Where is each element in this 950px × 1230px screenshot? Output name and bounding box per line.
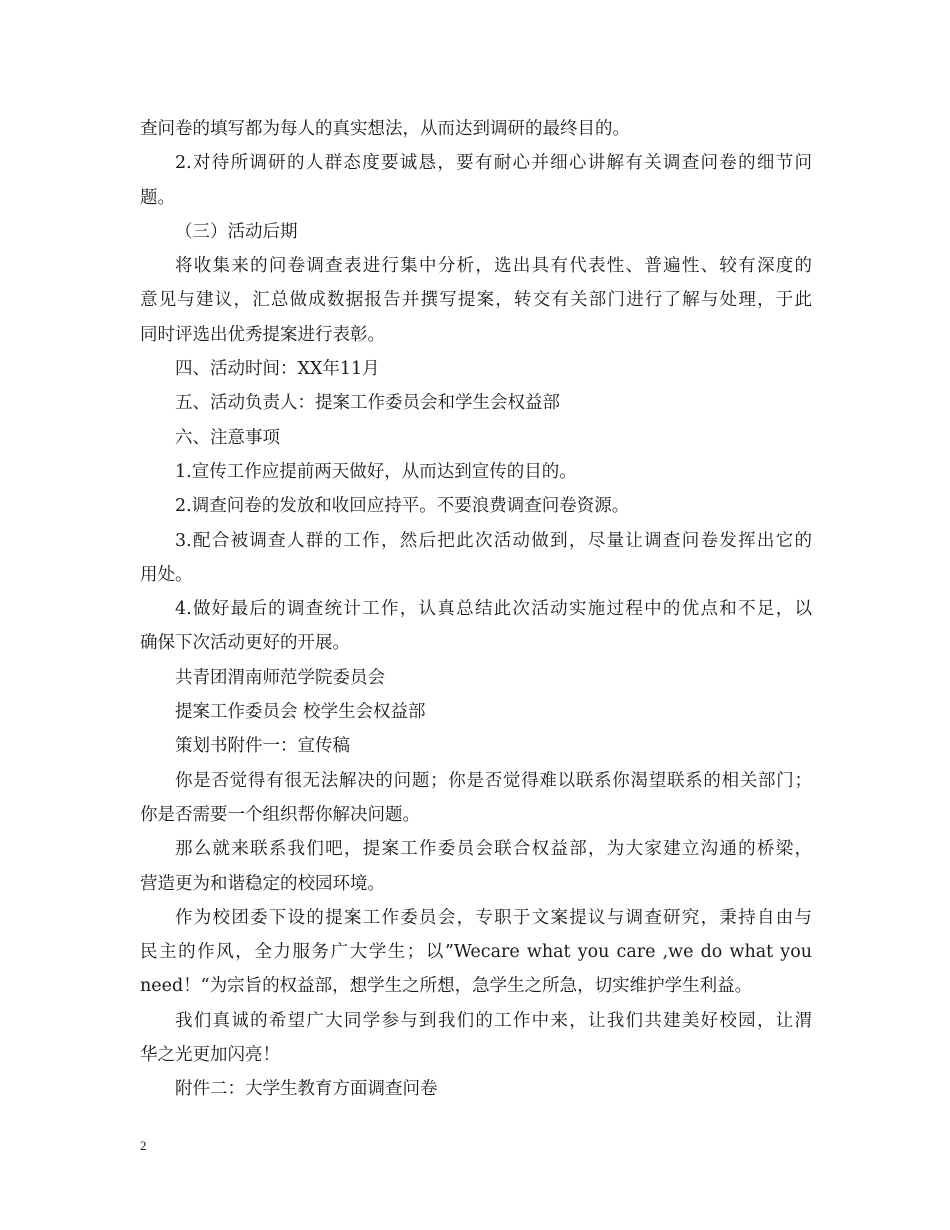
- text-line: 1.宣传工作应提前两天做好，从而达到宣传的目的。: [175, 461, 577, 482]
- text-line: 营造更为和谐稳定的校园环境。: [140, 873, 385, 894]
- page-number: 2: [140, 1138, 147, 1153]
- text-line: 确保下次活动更好的开展。: [140, 633, 350, 654]
- body-text: [140, 112, 812, 1107]
- text-line: 四、活动时间：XX年11月: [175, 359, 380, 380]
- text-line: 你是否觉得有很无法解决的问题；你是否觉得难以联系你渴望联系的相关部门；: [175, 770, 812, 791]
- text-line: 题。: [140, 187, 175, 208]
- text-line: （三）活动后期: [175, 221, 298, 242]
- text-line: 你是否需要一个组织帮你解决问题。: [140, 804, 420, 825]
- text-line: 作为校团委下设的提案工作委员会，专职于文案提议与调查研究，秉持自由与: [175, 907, 812, 928]
- text-line: 民主的作风，全力服务广大学生；以”Wecare what you care ,we do what you: [140, 942, 812, 963]
- text-line: 4.做好最后的调查统计工作，认真总结此次活动实施过程中的优点和不足，以: [175, 599, 812, 620]
- text-line: 提案工作委员会 校学生会权益部: [175, 702, 426, 723]
- text-line: 附件二：大学生教育方面调查问卷: [175, 1079, 438, 1100]
- text-line: 3.配合被调查人群的工作，然后把此次活动做到，尽量让调查问卷发挥出它的: [175, 530, 812, 551]
- text-line: 2.对待所调研的人群态度要诚恳，要有耐心并细心讲解有关调查问卷的细节问: [175, 153, 812, 174]
- text-line: 那么就来联系我们吧，提案工作委员会联合权益部，为大家建立沟通的桥梁，: [175, 839, 812, 860]
- text-line: need！“为宗旨的权益部，想学生之所想，急学生之所急，切实维护学生利益。: [140, 976, 753, 997]
- text-line: 用处。: [140, 564, 193, 585]
- text-line: 2.调查问卷的发放和收回应持平。不要浪费调查问卷资源。: [175, 496, 630, 517]
- text-line: 策划书附件一：宣传稿: [175, 736, 350, 757]
- text-line: 五、活动负责人：提案工作委员会和学生会权益部: [175, 393, 560, 414]
- text-line: 意见与建议，汇总做成数据报告并撰写提案，转交有关部门进行了解与处理，于此: [140, 290, 812, 311]
- text-line: 华之光更加闪亮！: [140, 1045, 280, 1066]
- text-line: 六、注意事项: [175, 427, 280, 448]
- text-line: 同时评选出优秀提案进行表彰。: [140, 324, 385, 345]
- text-line: 我们真诚的希望广大同学参与到我们的工作中来，让我们共建美好校园，让渭: [175, 1010, 812, 1031]
- text-line: 查问卷的填写都为每人的真实想法，从而达到调研的最终目的。: [140, 119, 630, 139]
- text-line: 将收集来的问卷调查表进行集中分析，选出具有代表性、普遍性、较有深度的: [175, 256, 812, 277]
- text-line: 共青团渭南师范学院委员会: [175, 667, 385, 688]
